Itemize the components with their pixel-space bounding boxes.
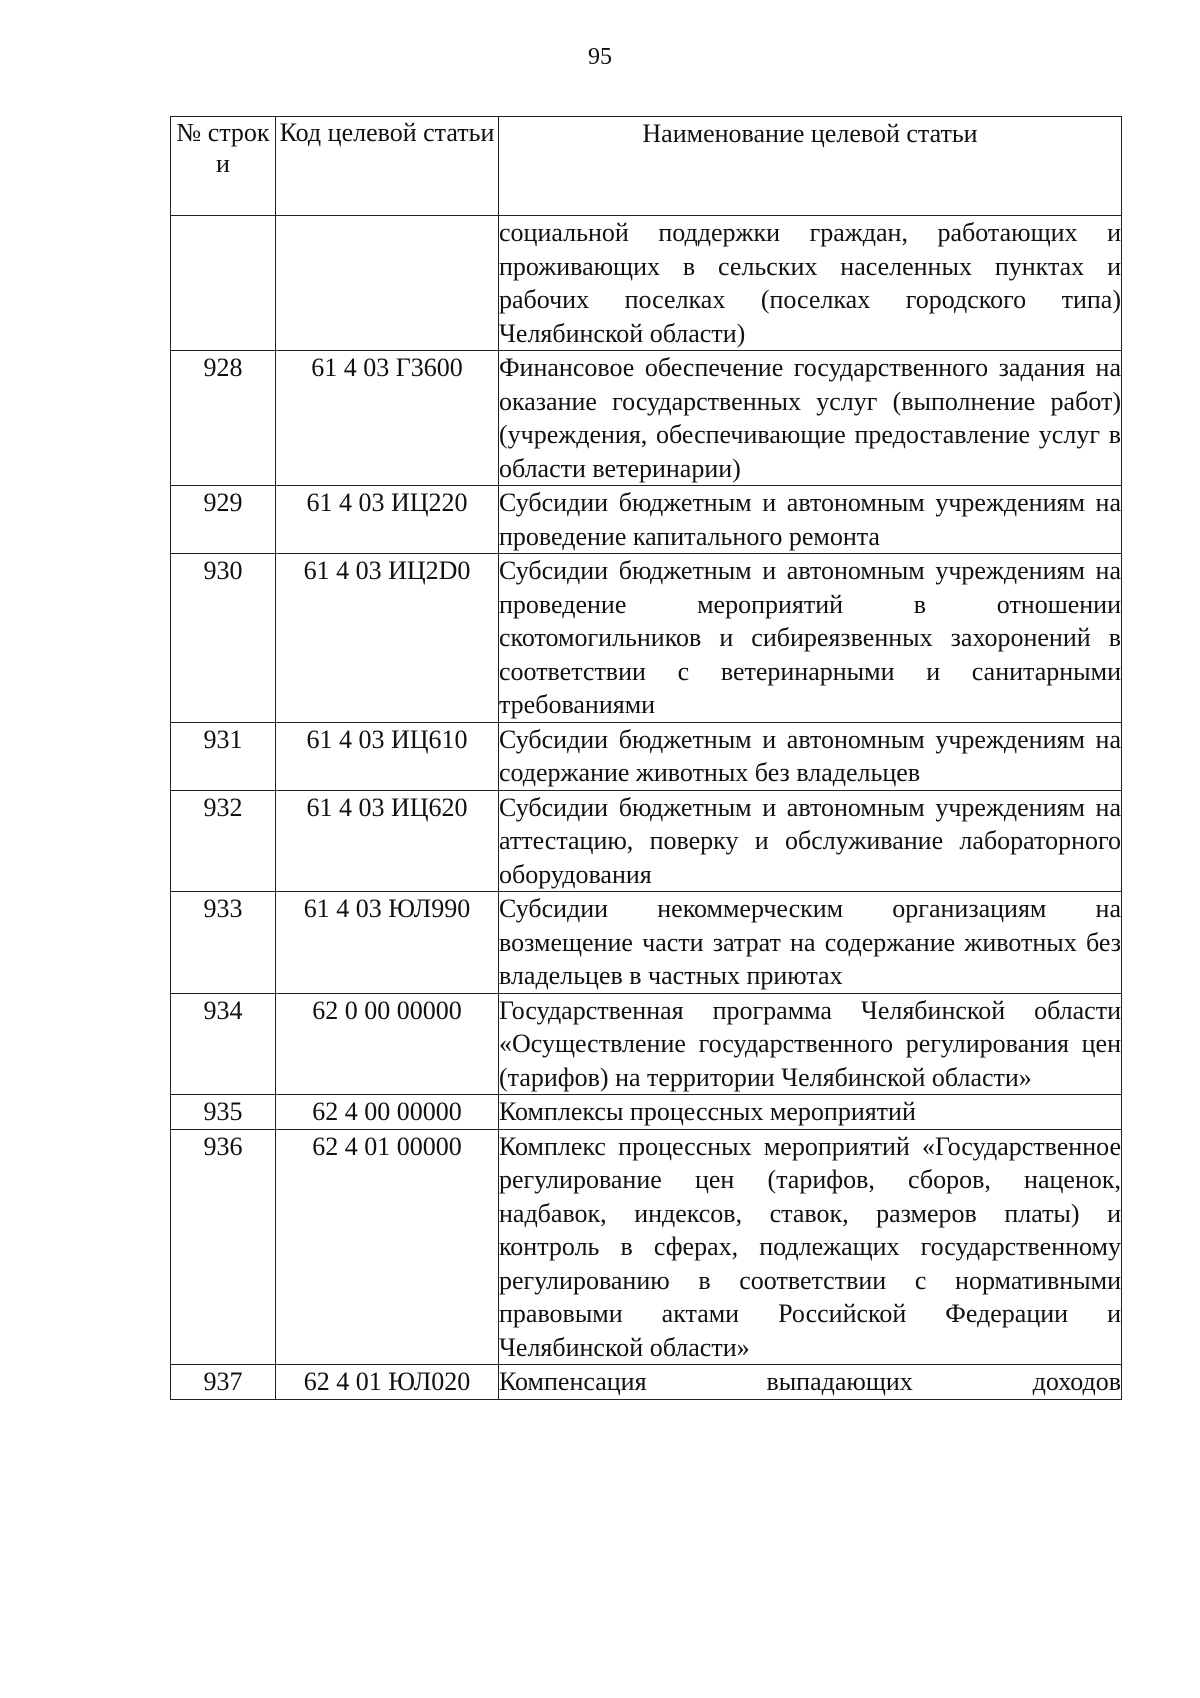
article-code-cell: 61 4 03 ИЦ620 [276, 790, 499, 892]
row-number-cell: 929 [171, 486, 276, 554]
article-code-cell: 61 4 03 ЮЛ990 [276, 892, 499, 994]
article-name-cell: Компенсация выпадающих доходов [499, 1365, 1122, 1400]
row-number-cell: 933 [171, 892, 276, 994]
article-code-cell: 61 4 03 ИЦ610 [276, 722, 499, 790]
article-code-cell [276, 216, 499, 351]
article-name-cell: Субсидии бюджетным и автономным учреждениям на содержание животных без владельцев [499, 722, 1122, 790]
article-name-cell: Субсидии бюджетным и автономным учреждениям на аттестацию, поверку и обслуживание лабораторного оборудования [499, 790, 1122, 892]
target-articles-table [170, 116, 1122, 1400]
row-number-cell: 931 [171, 722, 276, 790]
article-name-cell: Комплексы процессных мероприятий [499, 1095, 1122, 1130]
table-row [171, 722, 1122, 790]
article-name-cell: Субсидии бюджетным и автономным учреждениям на проведение мероприятий в отношении скотомогильников и сибиреязвенных захоронений в соответствии с ветеринарными и санитарными требованиями [499, 554, 1122, 723]
article-code-cell: 61 4 03 Г3600 [276, 351, 499, 486]
row-number-cell: 928 [171, 351, 276, 486]
table-row [171, 993, 1122, 1095]
article-code-cell: 61 4 03 ИЦ2D0 [276, 554, 499, 723]
table-row [171, 790, 1122, 892]
article-name-cell: Финансовое обеспечение государственного задания на оказание государственных услуг (выполнение работ) (учреждения, обеспечивающие предоставление услуг в области ветеринарии) [499, 351, 1122, 486]
row-number-cell: 934 [171, 993, 276, 1095]
page-bottom-margin [0, 1560, 1200, 1698]
row-number-cell [171, 216, 276, 351]
article-code-cell: 62 4 01 00000 [276, 1129, 499, 1365]
table-row [171, 216, 1122, 351]
row-number-cell: 936 [171, 1129, 276, 1365]
page-number: 95 [588, 44, 612, 70]
row-number-cell: 937 [171, 1365, 276, 1400]
article-name-cell: социальной поддержки граждан, работающих и проживающих в сельских населенных пунктах и рабочих поселках (поселках городского типа) Челябинской области) [499, 216, 1122, 351]
article-code-cell: 62 4 01 ЮЛ020 [276, 1365, 499, 1400]
header-article-code: Код целевой статьи [276, 117, 499, 216]
article-name-cell: Государственная программа Челябинской области «Осуществление государственного регулирования цен (тарифов) на территории Челябинской области» [499, 993, 1122, 1095]
article-code-cell: 62 4 00 00000 [276, 1095, 499, 1130]
header-row-number: № строки [171, 117, 276, 216]
table-row [171, 486, 1122, 554]
table-row [171, 1095, 1122, 1130]
article-name-cell: Комплекс процессных мероприятий «Государственное регулирование цен (тарифов, сборов, наценок, надбавок, индексов, ставок, размеров платы) и контроль в сферах, подлежащих государственному регулированию в соответствии с нормативными правовыми актами Российской Федерации и Челябинской области» [499, 1129, 1122, 1365]
table-row [171, 554, 1122, 723]
row-number-cell: 930 [171, 554, 276, 723]
table-row [171, 351, 1122, 486]
row-number-cell: 935 [171, 1095, 276, 1130]
table-header-row [171, 117, 1122, 216]
table-body [171, 216, 1122, 1400]
article-code-cell: 62 0 00 00000 [276, 993, 499, 1095]
table-row [171, 1365, 1122, 1400]
article-name-cell: Субсидии некоммерческим организациям на возмещение части затрат на содержание животных без владельцев в частных приютах [499, 892, 1122, 994]
article-name-cell: Субсидии бюджетным и автономным учреждениям на проведение капитального ремонта [499, 486, 1122, 554]
row-number-cell: 932 [171, 790, 276, 892]
article-code-cell: 61 4 03 ИЦ220 [276, 486, 499, 554]
table-row [171, 892, 1122, 994]
header-article-name: Наименование целевой статьи [499, 117, 1122, 216]
table-row [171, 1129, 1122, 1365]
